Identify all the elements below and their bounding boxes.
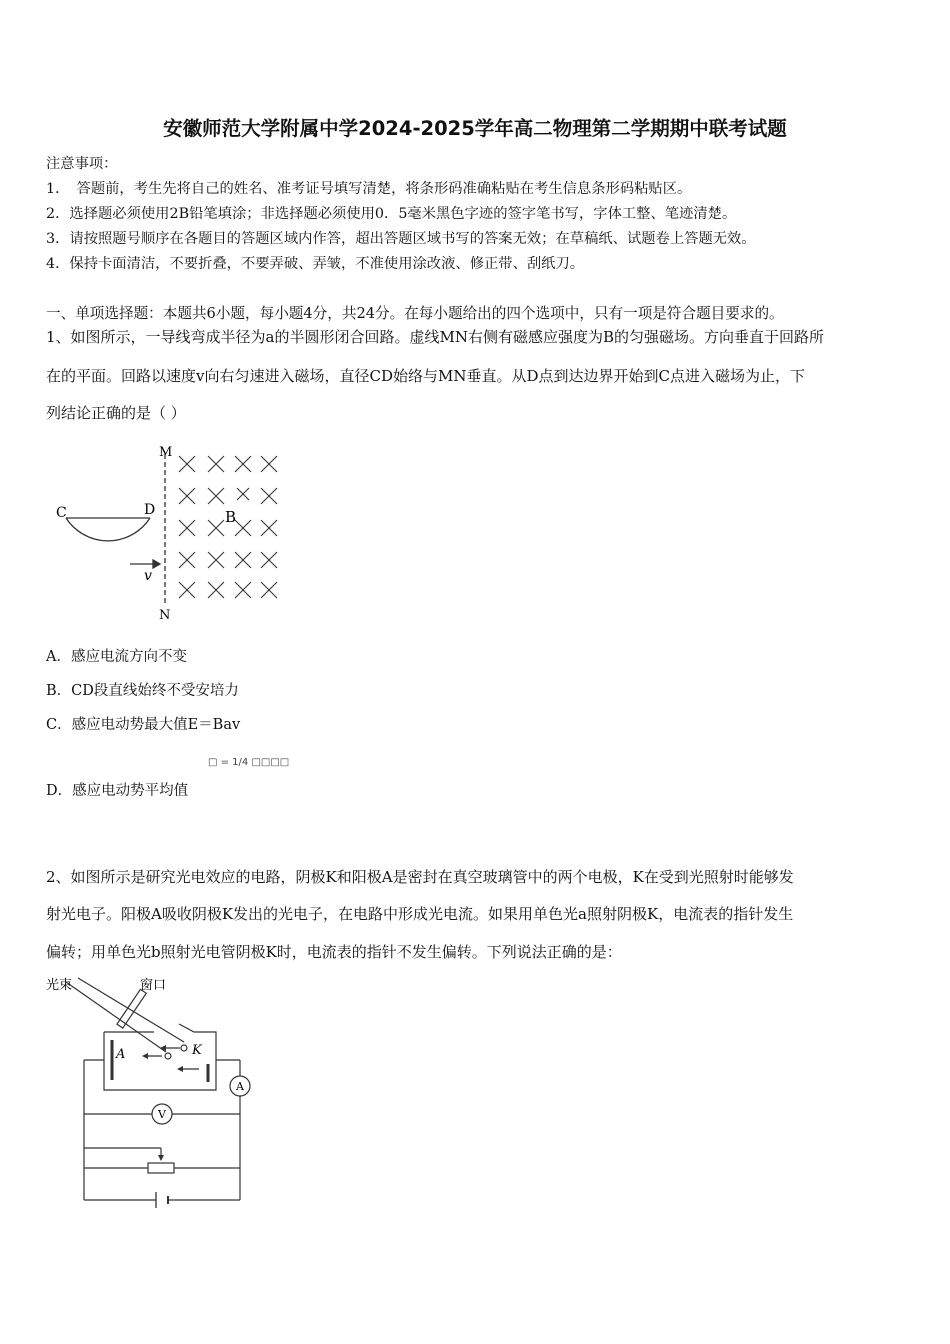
rheostat (148, 1163, 174, 1173)
q1-option-c: C．感应电动势最大值E＝Bav (46, 717, 241, 733)
page-title: 安徽师范大学附属中学2024-2025学年高二物理第二学期期中联考试题 (163, 117, 787, 140)
label-cathode: K (192, 1043, 202, 1058)
label-beam: 光束 (46, 978, 73, 993)
notice-item-3: 3．请按照题号顺序在各题目的答题区域内作答，超出答题区域书写的答案无效；在草稿纸、试题卷上答题无效。 (46, 231, 756, 247)
q1-option-b: B．CD段直线始终不受安培力 (46, 683, 239, 699)
section1-heading: 一、单项选择题：本题共6小题，每小题4分，共24分。在每小题给出的四个选项中，只有一项是符合题目要求的。 (46, 305, 784, 322)
label-anode: A (116, 1047, 126, 1062)
q1-line-3: 列结论正确的是（ ） (46, 404, 186, 422)
label-b: B (225, 508, 237, 526)
label-v: v (144, 568, 152, 584)
q2-line-2: 射光电子。阳极A吸收阴极K发出的光电子，在电路中形成光电流。如果用单色光a照射阴极K，电流表的指针发生 (46, 905, 794, 923)
window (117, 989, 146, 1028)
q1-option-d-formula: □ = 1/4 □□□□ (208, 757, 290, 768)
label-c: C (56, 505, 67, 521)
notice-item-1: 1． 答题前，考生先将自己的姓名、准考证号填写清楚，将条形码准确粘贴在考生信息条形码粘贴区。 (46, 181, 692, 197)
q1-option-d: D．感应电动势平均值 (46, 783, 189, 799)
q1-line-1: 1、如图所示，一导线弯成半径为a的半圆形闭合回路。虚线MN右侧有磁感应强度为B的匀强磁场。方向垂直于回路所 (46, 328, 824, 346)
label-d: D (144, 502, 156, 518)
q2-circuit-figure (44, 972, 269, 1217)
semicircle-loop (66, 518, 150, 541)
q1-line-2: 在的平面。回路以速度v向右匀速进入磁场，直径CD始络与MN垂直。从D点到达边界开始到C点进入磁场为止，下 (46, 367, 805, 385)
label-window: 窗口 (140, 978, 167, 993)
label-ammeter: A (236, 1080, 244, 1093)
notice-item-4: 4．保持卡面清洁，不要折叠，不要弄破、弄皱，不准使用涂改液、修正带、刮纸刀。 (46, 256, 585, 272)
q2-line-1: 2、如图所示是研究光电效应的电路，阴极K和阳极A是密封在真空玻璃管中的两个电极，K在受到光照射时能够发 (46, 868, 794, 886)
q1-option-a: A．感应电流方向不变 (46, 649, 187, 665)
notice-heading: 注意事项： (46, 156, 118, 172)
label-m: M (159, 445, 173, 460)
magnetic-field-crosses (179, 456, 277, 598)
q2-line-3: 偏转；用单色光b照射光电管阴极K时，电流表的指针不发生偏转。下列说法正确的是： (46, 943, 622, 961)
label-n: N (159, 608, 171, 623)
q1-figure (50, 440, 290, 625)
label-voltmeter: V (158, 1108, 166, 1121)
notice-item-2: 2．选择题必须使用2B铅笔填涂；非选择题必须使用0．5毫米黑色字迹的签字笔书写，字体工整、笔迹清楚。 (46, 206, 737, 222)
